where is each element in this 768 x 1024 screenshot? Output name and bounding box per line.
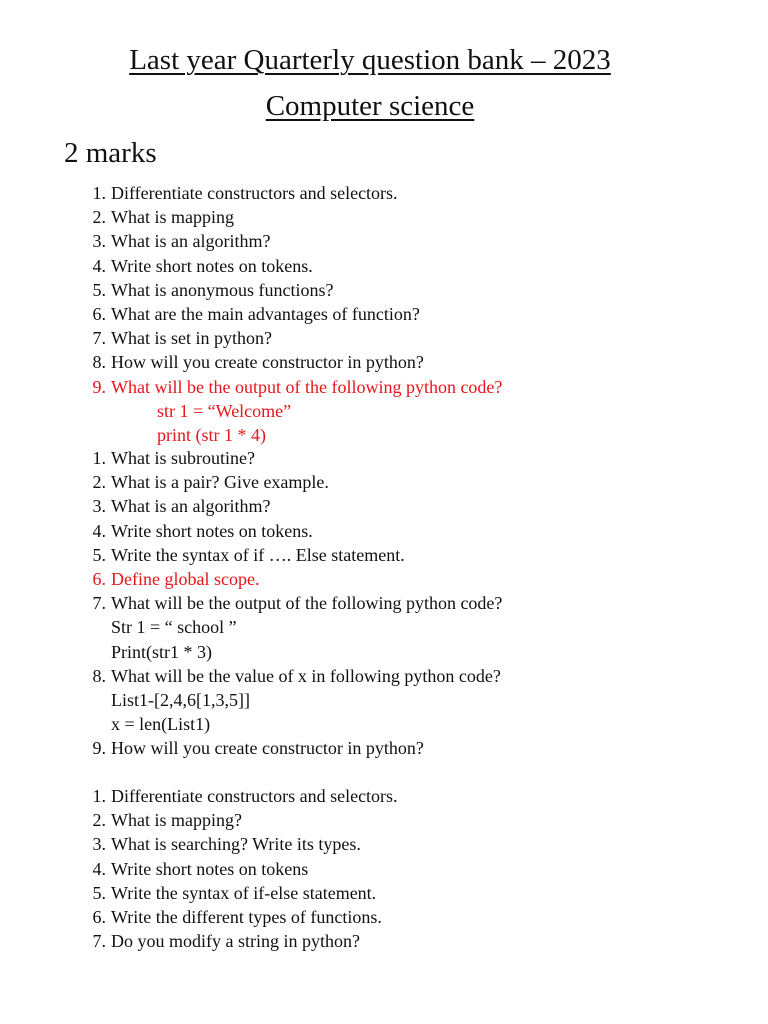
- question-text: Do you modify a string in python?: [111, 931, 360, 952]
- question-text: Differentiate constructors and selectors.: [111, 786, 398, 806]
- question-number: 1.: [92, 786, 106, 806]
- question-text: Write the different types of functions.: [111, 906, 382, 927]
- question-number: 3.: [92, 496, 106, 517]
- question-number: 3.: [92, 834, 106, 855]
- question-number: 7.: [92, 593, 106, 614]
- question-number: 5.: [92, 544, 106, 565]
- question-text: What is mapping?: [111, 810, 242, 831]
- question-text: What will be the output of the following python code?: [111, 376, 503, 397]
- question-number: 2.: [92, 810, 106, 831]
- code-snippet: print (str 1 * 4): [157, 424, 266, 445]
- question-number: 5.: [92, 882, 106, 903]
- question-text: Write short notes on tokens.: [111, 520, 313, 541]
- question-number: 8.: [92, 352, 106, 373]
- question-number: 2.: [92, 472, 106, 493]
- question-text: What will be the value of x in following python code?: [111, 665, 501, 686]
- question-number: 9.: [92, 376, 106, 397]
- code-snippet: List1-[2,4,6[1,3,5]]: [111, 689, 250, 710]
- question-number: 5.: [92, 279, 106, 300]
- question-text: How will you create constructor in python?: [111, 352, 424, 373]
- question-text: What are the main advantages of function?: [111, 303, 420, 324]
- question-number: 9.: [92, 738, 106, 759]
- question-number: 6.: [92, 303, 106, 324]
- code-snippet: Str 1 = “ school ”: [111, 617, 237, 638]
- question-number: 7.: [92, 931, 106, 952]
- question-number: 8.: [92, 665, 106, 686]
- question-number: 4.: [92, 858, 106, 879]
- question-text: Differentiate constructors and selectors.: [111, 183, 398, 203]
- question-text: What is anonymous functions?: [111, 279, 334, 300]
- question-text: What is subroutine?: [111, 448, 255, 468]
- question-text: Write the syntax of if-else statement.: [111, 882, 377, 903]
- code-snippet: Print(str1 * 3): [111, 641, 212, 662]
- question-text: What is an algorithm?: [111, 496, 271, 517]
- question-text: Write short notes on tokens: [111, 858, 309, 879]
- question-text: What is an algorithm?: [111, 231, 271, 252]
- code-snippet: x = len(List1): [111, 714, 211, 735]
- question-text: What is searching? Write its types.: [111, 834, 361, 855]
- question-number: 1.: [92, 183, 106, 203]
- document-subtitle: Computer science: [265, 90, 475, 122]
- question-number: 3.: [92, 231, 106, 252]
- question-number: 6.: [92, 906, 106, 927]
- question-text: Define global scope.: [111, 568, 260, 589]
- question-text: What is a pair? Give example.: [111, 472, 329, 493]
- question-text: Write short notes on tokens.: [111, 255, 313, 276]
- question-number: 6.: [92, 568, 106, 589]
- question-number: 2.: [92, 207, 106, 228]
- question-number: 1.: [92, 448, 106, 468]
- question-text: What is set in python?: [111, 328, 272, 349]
- code-snippet: str 1 = “Welcome”: [157, 400, 292, 421]
- question-text: How will you create constructor in python?: [111, 738, 424, 759]
- section-heading: 2 marks: [64, 137, 157, 169]
- document-title: Last year Quarterly question bank – 2023: [129, 44, 611, 76]
- question-text: What is mapping: [111, 207, 234, 228]
- question-text: What will be the output of the following python code?: [111, 593, 503, 614]
- question-number: 4.: [92, 520, 106, 541]
- question-number: 4.: [92, 255, 106, 276]
- question-number: 7.: [92, 328, 106, 349]
- question-text: Write the syntax of if …. Else statement.: [111, 544, 405, 565]
